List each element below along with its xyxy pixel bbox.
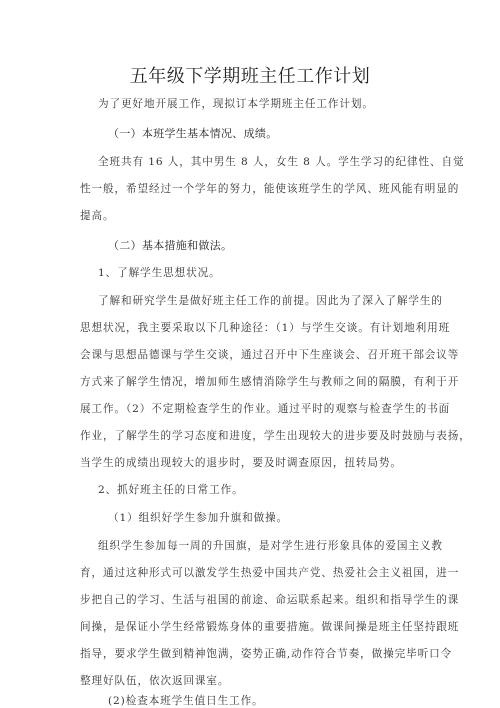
paragraph-line: 展工作。（2）不定期检查学生的作业。通过平时的观察与检查学生的书面 [80, 403, 451, 415]
item2-title: 2、抓好班主任的日常工作。 [98, 484, 244, 496]
paragraph-line: 当学生的成绩出现较大的退步时，要及时调查原因，扭转局势。 [80, 457, 402, 469]
sub2-title: (2)检查本班学生值日生工作。 [108, 695, 264, 707]
document-title: 五年级下学期班主任工作计划 [129, 66, 371, 87]
item1-title: 1、了解学生思想状况。 [98, 267, 221, 279]
paragraph-line: 全班共有 16 人，其中男生 8 人，女生 8 人。学生学习的纪律性、自觉 [98, 156, 465, 168]
section2-heading: （二）基本措施和做法。 [108, 239, 233, 252]
paragraph-line: 步把自己的学习、生活与祖国的前途、命运联系起来。组织和指导学生的课 [80, 594, 460, 606]
paragraph-line: 思想状况，我主要采取以下几种途径：（1）与学生交谈。有计划地利用班 [80, 322, 451, 334]
paragraph-line: 指导，要求学生做到精神饱满，姿势正确,动作符合节奏，做操完毕听口令 [80, 648, 453, 660]
intro-text: 为了更好地开展工作，现拟订本学期班主任工作计划。 [98, 98, 374, 110]
paragraph-line: 育，通过这种形式可以激发学生热爱中国共产党、热爱社会主义祖国，进一 [80, 567, 460, 579]
paragraph-line: 了解和研究学生是做好班主任工作的前提。因此为了深入了解学生的 [98, 295, 443, 307]
paragraph-line: 整理好队伍，依次返回课室。 [80, 675, 230, 687]
sub1-title: （1）组织好学生参加升旗和做操。 [108, 512, 289, 524]
paragraph-line: 提高。 [80, 210, 115, 222]
paragraph-line: 性一般，希望经过一个学年的努力，能使该班学生的学风、班风能有明显的 [80, 183, 460, 195]
paragraph-line: 方式来了解学生情况，增加师生感情消除学生与教师之间的隔膜，有利于开 [80, 376, 460, 388]
paragraph-line: 会课与思想品德课与学生交谈，通过召开中下生座谈会、召开班干部会议等 [80, 349, 460, 361]
paragraph-line: 组织学生参加每一周的升国旗，是对学生进行形象具体的爱国主义教 [98, 540, 443, 552]
section1-heading: （一）本班学生基本情况、成绩。 [108, 127, 278, 140]
paragraph-line: 作业，了解学生的学习态度和进度，学生出现较大的进步要及时鼓励与表扬， [80, 430, 471, 442]
paragraph-line: 间操，是保证小学生经常锻炼身体的重要措施。做课间操是班主任坚持跟班 [80, 621, 460, 633]
